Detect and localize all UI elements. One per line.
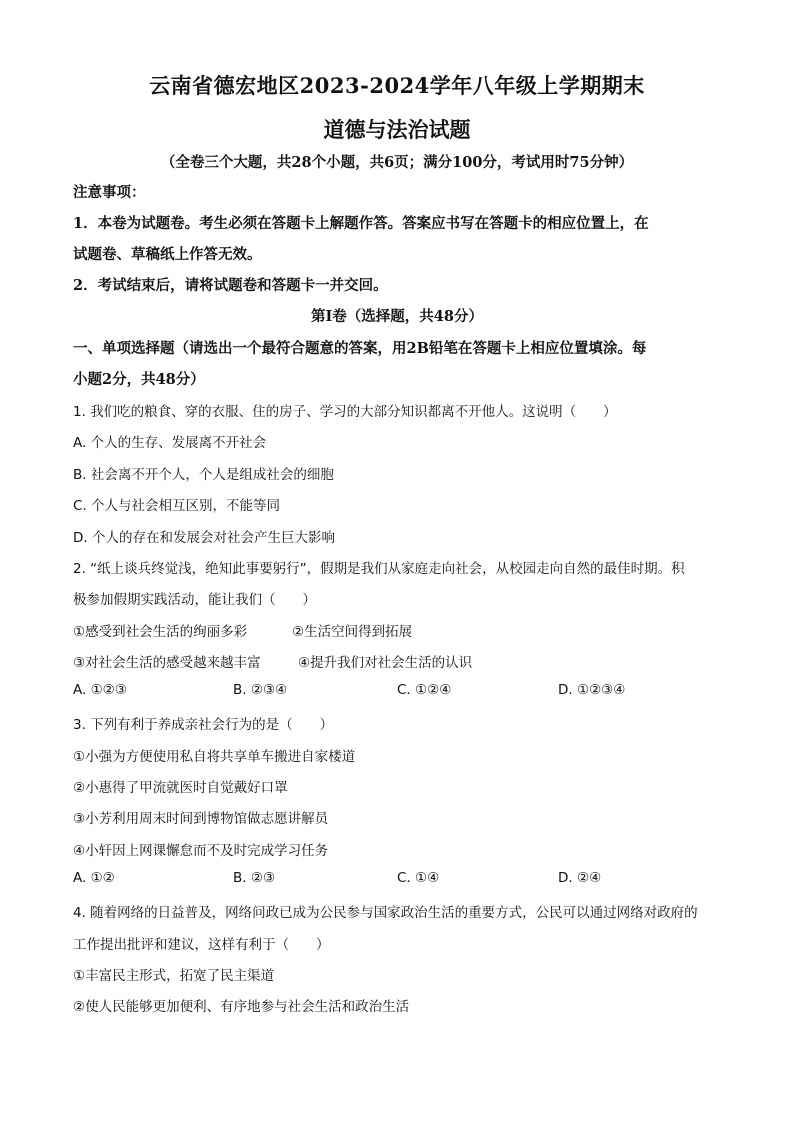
question-3-statement-2: ②小惠得了甲流就医时自觉戴好口罩	[73, 780, 288, 796]
question-4-stem-line-1: 4. 随着网络的日益普及，网络问政已成为公民参与国家政治生活的重要方式，公民可以通过网络对政府的	[73, 905, 698, 921]
question-3-option-d: D. ②④	[558, 870, 602, 886]
exam-title: 云南省德宏地区2023-2024学年八年级上学期期末	[149, 73, 645, 98]
notes-heading: 注意事项：	[73, 184, 146, 201]
question-2-stem-line-2: 极参加假期实践活动，能让我们（ ）	[73, 592, 316, 608]
note-item-1-line-2: 试题卷、草稿纸上作答无效。	[73, 246, 262, 263]
question-2-stem-line-1: 2. “纸上谈兵终觉浅，绝知此事要躬行”，假期是我们从家庭走向社会，从校园走向自然的最佳时期。积	[73, 561, 685, 577]
question-4-statement-1: ①丰富民主形式，拓宽了民主渠道	[73, 968, 275, 984]
question-3-statement-3: ③小芳利用周末时间到博物馆做志愿讲解员	[73, 811, 329, 827]
question-2-option-d: D. ①②③④	[558, 682, 626, 698]
question-2-statement-1: ①感受到社会生活的绚丽多彩	[73, 624, 248, 640]
exam-subject: 道德与法治试题	[323, 117, 471, 142]
question-4-stem-line-2: 工作提出批评和建议，这样有利于（ ）	[73, 937, 330, 953]
section-heading-line-2: 小题2分，共48分）	[73, 371, 205, 388]
question-3-option-c: C. ①④	[397, 870, 440, 886]
question-3-statement-1: ①小强为方便使用私自将共享单车搬进自家楼道	[73, 749, 356, 765]
question-3-option-a: A. ①②	[73, 870, 115, 886]
question-2-option-a: A. ①②③	[73, 682, 127, 698]
exam-info: （全卷三个大题，共28个小题，共6页；满分100分，考试用时75分钟）	[160, 154, 634, 171]
question-2-statement-3: ③对社会生活的感受越来越丰富	[73, 655, 261, 671]
question-2-statement-2: ②生活空间得到拓展	[292, 624, 413, 640]
section-heading-line-1: 一、单项选择题（请选出一个最符合题意的答案，用2B铅笔在答题卡上相应位置填涂。每	[73, 340, 647, 357]
question-1-option-c: C. 个人与社会相互区别，不能等同	[73, 498, 281, 514]
note-item-1-line-1: 1．本卷为试题卷。考生必须在答题卡上解题作答。答案应书写在答题卡的相应位置上，在	[73, 215, 649, 232]
question-2-option-c: C. ①②④	[397, 682, 452, 698]
question-1-option-b: B. 社会离不开个人，个人是组成社会的细胞	[73, 467, 334, 483]
note-item-2: 2．考试结束后，请将试题卷和答题卡一并交回。	[73, 277, 388, 294]
question-3-option-b: B. ②③	[233, 870, 276, 886]
question-1-option-d: D. 个人的存在和发展会对社会产生巨大影响	[73, 530, 335, 546]
question-2-statement-4: ④提升我们对社会生活的认识	[298, 655, 473, 671]
question-1-stem: 1. 我们吃的粮食、穿的衣服、住的房子、学习的大部分知识都离不开他人。这说明（ ）	[73, 404, 617, 420]
question-3-statement-4: ④小轩因上网课懈怠而不及时完成学习任务	[73, 843, 329, 859]
question-2-option-b: B. ②③④	[233, 682, 288, 698]
question-3-stem: 3. 下列有利于养成亲社会行为的是（ ）	[73, 717, 334, 733]
question-4-statement-2: ②使人民能够更加便利、有序地参与社会生活和政治生活	[73, 999, 410, 1015]
question-1-option-a: A. 个人的生存、发展离不开社会	[73, 435, 267, 451]
section-title: 第Ⅰ卷（选择题，共48分）	[311, 308, 483, 325]
